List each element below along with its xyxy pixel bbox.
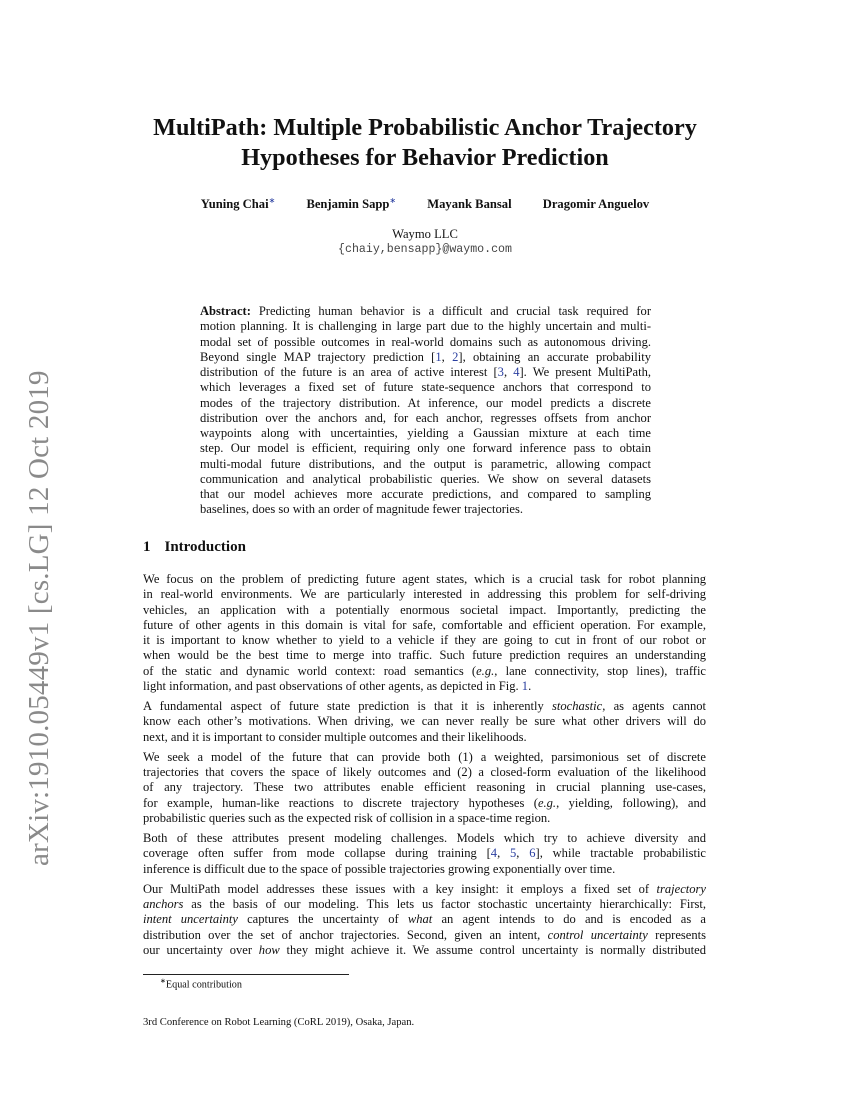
text-line — [200, 365, 651, 380]
section-number: 1 — [143, 539, 151, 555]
paragraph — [143, 572, 706, 694]
citation-link[interactable]: 3 — [497, 365, 504, 379]
text-span: how — [258, 942, 280, 957]
text-span: A fundamental aspect of future state prediction is that it is inherently — [143, 699, 552, 713]
text-span: , — [503, 365, 514, 379]
text-line — [200, 457, 651, 472]
text-span: coverage often suffer from mode collapse during training [ — [143, 846, 491, 861]
text-span: distribution over the set of anchor trajectories. Second, given an intent, — [143, 927, 548, 942]
text-span: ], obtaining an accurate probability — [458, 349, 651, 364]
text-line — [200, 396, 651, 411]
text-span: distribution over the anchors and, for each anchor, regresses offsets from anchor — [200, 410, 651, 425]
paragraph — [143, 699, 706, 745]
paragraph — [143, 750, 706, 826]
text-span: they might achieve it. We assume control uncertainty is normally distributed — [279, 942, 706, 957]
text-line — [200, 441, 651, 456]
text-span: waypoints along with uncertainties, yielding a Gaussian mixture at each time — [200, 426, 651, 440]
text-line — [143, 862, 706, 877]
footnote-text: Equal contribution — [165, 979, 242, 991]
citation-link[interactable]: 4 — [513, 365, 520, 379]
text-line — [143, 587, 706, 602]
text-span: , lane connectivity, stop lines), traffic — [494, 663, 706, 678]
text-line — [200, 319, 651, 334]
text-span: communication and analytical probabilistic queries. We show on several datasets — [200, 471, 651, 486]
text-line — [200, 472, 651, 487]
title-line: Hypotheses for Behavior Prediction — [241, 144, 609, 171]
abstract — [200, 304, 651, 523]
text-span: it is important to know whether to yield to a vehicle if they are going to cut in front of our robot or — [143, 633, 706, 647]
text-span: We focus on the problem of predicting future agent states, which is a crucial task for robot planning — [143, 572, 706, 586]
text-line — [143, 897, 706, 912]
text-line — [200, 411, 651, 426]
text-span: baselines, does so with an order of magnitude fewer trajectories. — [200, 502, 523, 517]
text-span: multi-modal future distributions, and the output is parametric, allowing compact — [200, 456, 651, 471]
text-span: captures the uncertainty of — [237, 912, 408, 927]
text-span: vehicles, an application with a potentially enormous societal impact. Importantly, predicting the — [143, 602, 706, 617]
text-line — [143, 648, 706, 663]
text-span: , — [497, 846, 511, 861]
citation-link[interactable]: 5 — [510, 846, 517, 861]
text-line — [200, 335, 651, 350]
citation-link[interactable]: 6 — [529, 846, 536, 861]
text-span: of any trajectory. These two attributes enable efficient reasoning in crucial planning use-cases, — [143, 780, 706, 795]
text-line — [200, 380, 651, 395]
text-span: , yielding, following), and — [556, 795, 706, 810]
arxiv-identifier-stamp: arXiv:1910.05449v1 [cs.LG] 12 Oct 2019 — [23, 370, 55, 866]
citation-link[interactable]: 1 — [435, 349, 442, 364]
text-span: modal set of possible outcomes in real-world domains such as autonomous driving. — [200, 334, 651, 349]
text-span: probabilistic queries such as the expected risk of collision in a space-time region. — [143, 810, 551, 825]
text-line — [200, 426, 651, 441]
text-span: our uncertainty over — [143, 942, 259, 957]
text-line — [143, 811, 706, 826]
text-line — [143, 603, 706, 618]
text-span: Abstract: — [200, 304, 251, 318]
footnote-mark: ∗ — [160, 977, 166, 985]
text-span: Our MultiPath model addresses these issues with a key insight: it employs a fixed set of — [143, 881, 657, 896]
footnote-mark[interactable]: ∗ — [389, 196, 397, 205]
text-line — [143, 750, 706, 765]
text-span: . — [528, 678, 532, 693]
text-span: an agent intends to do and is encoded as a — [432, 912, 706, 927]
text-span: trajectories that covers the space of likely outcomes and (2) a closed-form evaluation of the likelihood — [143, 765, 706, 779]
footnote — [160, 977, 242, 990]
text-span: distribution of the future is an area of active interest [ — [200, 365, 498, 379]
text-line — [143, 943, 706, 958]
text-span: stochastic — [552, 699, 603, 713]
text-line — [143, 679, 706, 694]
text-span: for example, human-like reactions to discrete trajectory hypotheses ( — [143, 795, 538, 810]
text-span: , — [516, 846, 530, 861]
text-span: anchors — [143, 897, 184, 911]
affiliation: Waymo LLC — [392, 227, 458, 241]
author-name: Mayank Bansal — [427, 197, 512, 212]
text-span: what — [407, 912, 433, 927]
text-span: in real-world environments. We are particularly interested in addressing this problem for self-driving — [143, 587, 706, 602]
text-span: modes of the trajectory distribution. At inference, our model predicts a discrete — [200, 395, 651, 410]
text-line — [143, 846, 706, 861]
footnote-divider — [143, 974, 349, 975]
text-line — [143, 664, 706, 679]
text-line — [143, 572, 706, 587]
text-line — [200, 502, 651, 517]
text-line — [200, 304, 651, 319]
text-span: trajectory — [656, 881, 706, 896]
paragraph — [200, 304, 651, 518]
text-span: control uncertainty — [547, 927, 648, 942]
text-span: represents — [647, 927, 706, 942]
text-span: as the basis of our modeling. This lets us factor stochastic uncertainty hierarchically: First, — [183, 897, 706, 911]
text-line — [143, 928, 706, 943]
author-name: Dragomir Anguelov — [542, 197, 650, 212]
text-line — [143, 831, 706, 846]
text-span: Predicting human behavior is a difficult and crucial task required for — [250, 304, 651, 318]
citation-link[interactable]: 1 — [521, 678, 529, 693]
text-line — [143, 618, 706, 633]
affiliation-block — [0, 227, 850, 257]
text-line — [143, 796, 706, 811]
text-span: inference is difficult due to the space of possible trajectories growing exponentially over time. — [143, 861, 616, 876]
text-span: e.g. — [537, 795, 557, 810]
author — [543, 197, 649, 211]
author-name: Yuning Chai — [200, 197, 269, 212]
text-span: , as agents cannot — [602, 699, 706, 713]
text-span: light information, and past observations of other agents, as depicted in Fig. — [143, 678, 522, 693]
section-heading — [143, 539, 246, 556]
text-span: We seek a model of the future that can provide both (1) a weighted, parsimonious set of discrete — [143, 749, 706, 764]
author-name: Benjamin Sapp — [306, 197, 390, 212]
text-line — [200, 350, 651, 365]
text-line — [143, 765, 706, 780]
section-title: Introduction — [164, 539, 246, 555]
citation-link[interactable]: 2 — [452, 349, 459, 364]
text-line — [143, 633, 706, 648]
text-span: which leverages a fixed set of future state-sequence anchors that correspond to — [200, 380, 651, 395]
citation-link[interactable]: 4 — [490, 846, 498, 861]
text-span: , — [441, 349, 453, 364]
text-line — [200, 487, 651, 502]
text-span: intent uncertainty — [143, 912, 238, 927]
paragraph — [143, 882, 706, 958]
venue-footer: 3rd Conference on Robot Learning (CoRL 2019), Osaka, Japan. — [143, 1017, 415, 1028]
text-span: of the static and dynamic world context: road semantics ( — [143, 663, 477, 678]
text-span: know each other’s motivations. When driving, we can never really be sure what other drivers will do — [143, 714, 706, 729]
text-span: Beyond single MAP trajectory prediction [ — [200, 349, 436, 364]
text-span: step. Our model is efficient, requiring only one forward inference pass to obtain — [200, 441, 651, 456]
text-span: motion planning. It is challenging in large part due to the highly uncertain and multi- — [200, 319, 651, 334]
text-line — [143, 912, 706, 927]
text-span: Both of these attributes present modeling challenges. Models which try to achieve diversity and — [143, 831, 706, 845]
text-line — [143, 714, 706, 729]
email-addresses: {chaiy,bensapp}@waymo.com — [338, 243, 512, 256]
author — [306, 197, 396, 211]
author-list — [0, 196, 850, 212]
text-span: that our model achieves more accurate predictions, and compared to sampling — [200, 487, 651, 501]
paper-title — [0, 113, 850, 173]
author — [201, 197, 276, 211]
text-line — [143, 730, 706, 745]
text-span: when would be the best time to merge into traffic. Such future prediction requires an understanding — [143, 648, 706, 663]
footnote-mark[interactable]: ∗ — [268, 196, 276, 205]
text-span: future of other agents in this domain is vital for safe, comfortable and efficient operation. For example, — [143, 617, 706, 632]
text-span: ]. We present MultiPath, — [519, 365, 651, 379]
text-line — [143, 780, 706, 795]
text-span: e.g. — [476, 663, 495, 678]
text-span: ], while tractable probabilistic — [535, 846, 706, 861]
paragraph — [143, 831, 706, 877]
text-line — [143, 699, 706, 714]
author — [427, 197, 511, 211]
introduction-body — [143, 572, 706, 963]
text-span: next, and it is important to consider multiple outcomes and their likelihoods. — [143, 729, 527, 744]
text-line — [143, 882, 706, 897]
title-line: MultiPath: Multiple Probabilistic Anchor Trajectory — [153, 114, 697, 141]
